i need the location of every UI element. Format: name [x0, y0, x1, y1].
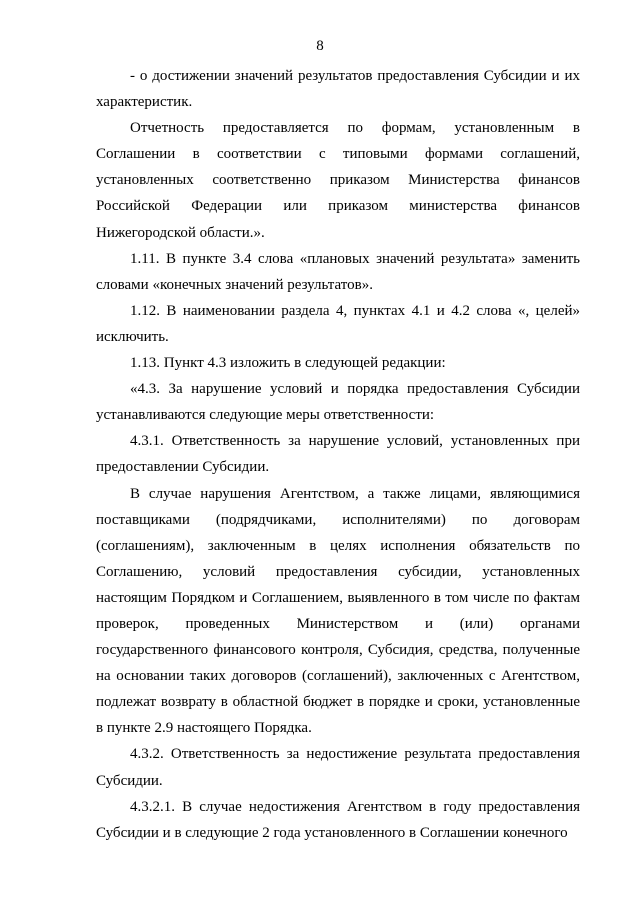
text-line: проверок, проведенных Министерством и (или) органами: [96, 615, 580, 632]
text-line: поставщиками (подрядчиками, исполнителями) по договорам: [96, 511, 580, 528]
text-line: Российской Федерации или приказом министерства финансов: [96, 198, 580, 215]
paragraph: [96, 63, 580, 115]
text-line: 1.11. В пункте 3.4 слова «плановых значений результата» заменить: [130, 250, 580, 267]
text-line: В случае нарушения Агентством, а также лицами, являющимися: [130, 485, 580, 502]
text-line: Соглашении в соответствии с типовыми формами соглашений,: [96, 146, 580, 163]
text-line: настоящим Порядком и Соглашением, выявленного в том числе по фактам: [96, 589, 580, 606]
text-line: установленных соответственно приказом Министерства финансов: [96, 172, 580, 189]
text-line: исключить.: [96, 328, 169, 345]
paragraph: [96, 794, 580, 846]
text-line: Нижегородской области.».: [96, 224, 265, 241]
paragraph: [96, 246, 580, 298]
text-line: «4.3. За нарушение условий и порядка предоставления Субсидии: [130, 381, 580, 398]
text-line: Субсидии.: [96, 772, 163, 789]
text-line: Соглашению, условий предоставления субсидии, установленных: [96, 563, 580, 580]
text-line: устанавливаются следующие меры ответственности:: [96, 407, 435, 424]
text-line: государственного финансового контроля, Субсидия, средства, полученные: [96, 642, 580, 659]
text-line: Отчетность предоставляется по формам, установленным в: [130, 120, 580, 137]
text-line: - о достижении значений результатов предоставления Субсидии и их: [130, 68, 580, 84]
paragraph: [96, 741, 580, 793]
text-line: 4.3.1. Ответственность за нарушение условий, установленных при: [130, 433, 580, 450]
text-line: подлежат возврату в областной бюджет в порядке и сроки, установленные: [96, 694, 580, 711]
text-line: 1.13. Пункт 4.3 изложить в следующей редакции:: [130, 355, 446, 372]
text-line: (соглашениям), заключенным в целях исполнения обязательств по: [96, 537, 580, 554]
paragraph: [96, 115, 580, 245]
text-line: в пункте 2.9 настоящего Порядка.: [96, 720, 312, 737]
text-line: 4.3.2. Ответственность за недостижение результата предоставления: [130, 746, 580, 763]
paragraph: [96, 481, 580, 742]
paragraph: [96, 350, 580, 376]
text-line: характеристик.: [96, 94, 193, 111]
text-line: 4.3.2.1. В случае недостижения Агентством в году предоставления: [130, 798, 580, 815]
text-line: предоставлении Субсидии.: [96, 459, 270, 476]
paragraph: [96, 298, 580, 350]
document-body: [96, 63, 580, 846]
page-number: 8: [316, 38, 324, 54]
text-line: Субсидии и в следующие 2 года установленного в Соглашении конечного: [96, 824, 568, 841]
text-line: на основании таких договоров (соглашений), заключенных с Агентством,: [96, 668, 580, 685]
text-line: 1.12. В наименовании раздела 4, пунктах 4.1 и 4.2 слова «, целей»: [130, 302, 580, 319]
paragraph: [96, 376, 580, 428]
text-line: словами «конечных значений результатов».: [96, 276, 373, 293]
paragraph: [96, 428, 580, 480]
